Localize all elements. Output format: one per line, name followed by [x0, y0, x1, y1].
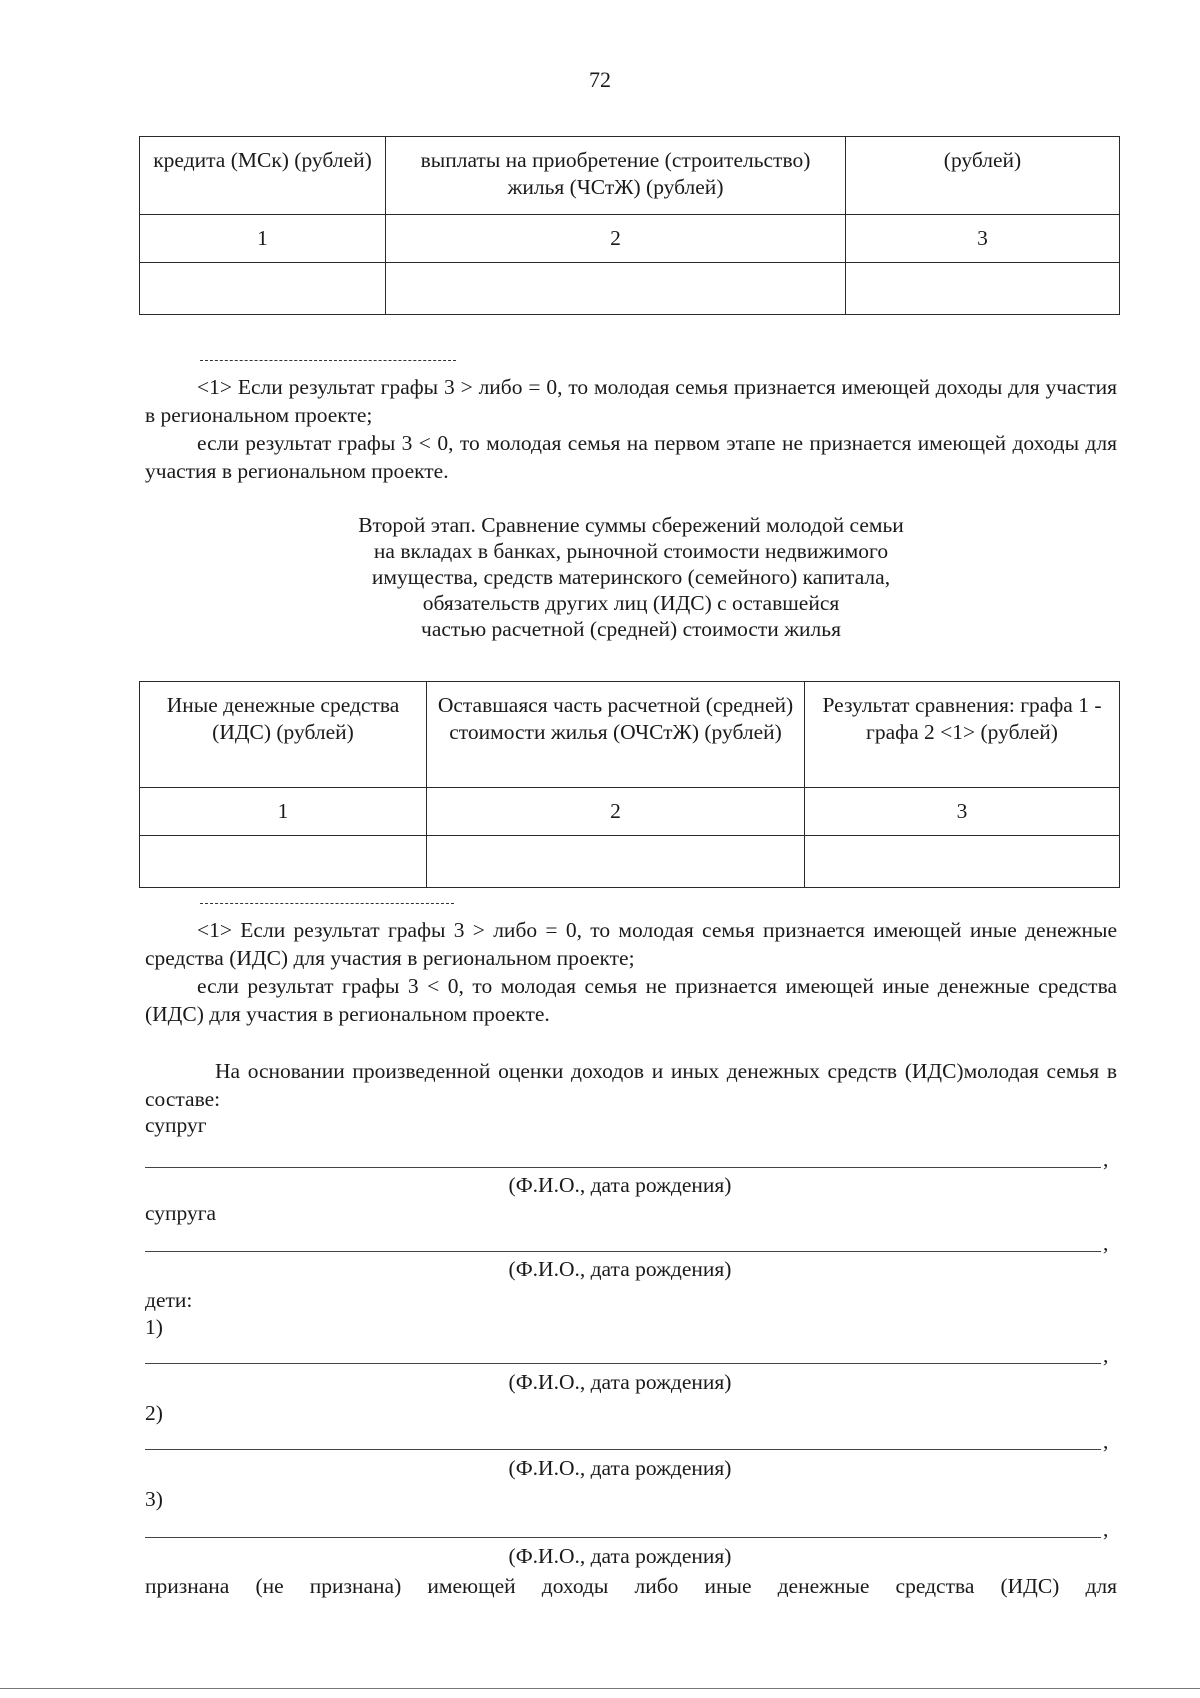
footnote-text: <1> Если результат графы 3 > либо = 0, то молодая семья признается имеющей доходы для участия в региональном проекте;	[145, 375, 1117, 427]
title-line: обязательств других лиц (ИДС) с оставшейся	[422, 591, 840, 615]
table-header-row	[140, 682, 1120, 788]
column-number-cell: 2	[427, 788, 805, 836]
empty-cell	[846, 263, 1120, 315]
table-header-cell: кредита (МСк) (рублей)	[140, 137, 386, 215]
footnote-text: если результат графы 3 < 0, то молодая семья на первом этапе не признается имеющей доходы для участия в региональном проекте.	[145, 431, 1117, 483]
footnote-divider	[200, 903, 454, 904]
child-3-label: 3)	[145, 1487, 163, 1511]
child-1-label: 1)	[145, 1315, 163, 1339]
line-comma: ,	[1103, 1147, 1109, 1171]
assessment-intro	[145, 1057, 1117, 1113]
column-number-cell: 2	[386, 215, 846, 263]
stage2-title	[145, 512, 1117, 642]
line-caption: (Ф.И.О., дата рождения)	[508, 1257, 732, 1281]
scan-edge-line	[0, 1688, 1200, 1689]
empty-cell	[140, 263, 386, 315]
column-number-cell: 3	[805, 788, 1120, 836]
table-column-number-row	[140, 788, 1120, 836]
footnote-2	[145, 916, 1117, 972]
table-row	[140, 263, 1120, 315]
line-caption: (Ф.И.О., дата рождения)	[508, 1370, 732, 1394]
stage2-comparison-table	[139, 681, 1120, 888]
line-comma: ,	[1103, 1429, 1109, 1453]
table-header-cell: выплаты на приобретение (строительство) жилья (ЧСтЖ) (рублей)	[386, 137, 846, 215]
husband-name-line	[145, 1167, 1101, 1168]
line-comma: ,	[1103, 1231, 1109, 1255]
table-header-cell: Результат сравнения: графа 1 - графа 2 <1> (рублей)	[805, 682, 1120, 788]
title-line: частью расчетной (средней) стоимости жилья	[421, 617, 841, 641]
column-number-cell: 1	[140, 215, 386, 263]
child-2-name-line	[145, 1449, 1101, 1450]
column-number-cell: 1	[140, 788, 427, 836]
line-comma: ,	[1103, 1343, 1109, 1367]
table-row	[140, 836, 1120, 888]
title-line: на вкладах в банках, рыночной стоимости недвижимого	[373, 539, 889, 563]
column-number-cell: 3	[846, 215, 1120, 263]
children-label: дети:	[145, 1288, 193, 1312]
footnote-1	[145, 373, 1117, 429]
line-caption: (Ф.И.О., дата рождения)	[508, 1544, 732, 1568]
closing-text: признана (не признана) имеющей доходы либо иные денежные средства (ИДС) для	[145, 1574, 1117, 1598]
footnote-divider	[200, 360, 456, 361]
husband-label: супруг	[145, 1113, 207, 1137]
assessment-closing	[145, 1572, 1117, 1600]
empty-cell	[805, 836, 1120, 888]
page-number: 72	[589, 67, 611, 92]
wife-label: супруга	[145, 1201, 217, 1225]
child-1-name-line	[145, 1363, 1101, 1364]
table-header-cell: (рублей)	[846, 137, 1120, 215]
empty-cell	[386, 263, 846, 315]
stage1-results-table	[139, 136, 1120, 315]
table-header-row	[140, 137, 1120, 215]
line-caption: (Ф.И.О., дата рождения)	[508, 1173, 732, 1197]
title-line: Второй этап. Сравнение суммы сбережений молодой семьи	[358, 513, 904, 537]
empty-cell	[140, 836, 427, 888]
title-line: имущества, средств материнского (семейного) капитала,	[371, 565, 891, 589]
line-caption: (Ф.И.О., дата рождения)	[508, 1456, 732, 1480]
footnote-1-continued	[145, 429, 1117, 485]
footnote-text: <1> Если результат графы 3 > либо = 0, то молодая семья признается имеющей иные денежные средства (ИДС) для участия в региональном проекте;	[145, 918, 1117, 970]
wife-name-line	[145, 1251, 1101, 1252]
child-3-name-line	[145, 1537, 1101, 1538]
line-comma: ,	[1103, 1517, 1109, 1541]
intro-text: На основании произведенной оценки доходов и иных денежных средств (ИДС)молодая семья в составе:	[145, 1059, 1117, 1111]
table-header-cell: Оставшаяся часть расчетной (средней) стоимости жилья (ОЧСтЖ) (рублей)	[427, 682, 805, 788]
empty-cell	[427, 836, 805, 888]
table-column-number-row	[140, 215, 1120, 263]
footnote-text: если результат графы 3 < 0, то молодая семья не признается имеющей иные денежные средства (ИДС) для участия в региональном проекте.	[145, 974, 1117, 1026]
table-header-cell: Иные денежные средства (ИДС) (рублей)	[140, 682, 427, 788]
footnote-2-continued	[145, 972, 1117, 1028]
child-2-label: 2)	[145, 1401, 163, 1425]
